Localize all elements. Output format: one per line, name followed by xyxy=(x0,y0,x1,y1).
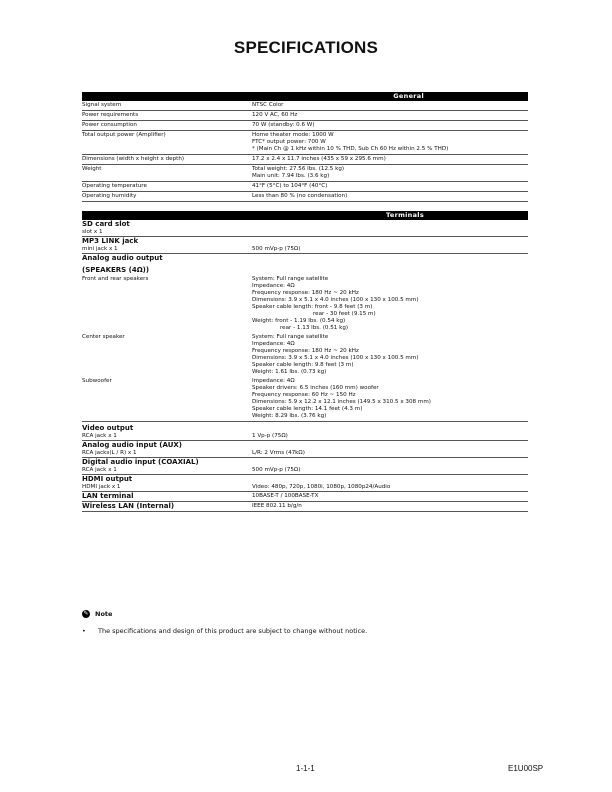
wlan-block xyxy=(82,502,528,512)
mp3-key: mini jack x 1 xyxy=(82,246,118,252)
general-row xyxy=(82,121,528,131)
general-row-value: NTSC Color xyxy=(252,102,284,108)
hdmi-value: Video: 480p, 720p, 1080i, 1080p, 1080p24/Audio xyxy=(252,484,391,490)
video-title: Video output xyxy=(82,424,134,432)
hdmi-key: HDMI jack x 1 xyxy=(82,484,121,490)
lan-value: 10BASE-T / 100BASE-TX xyxy=(252,493,319,499)
wlan-value: IEEE 802.11 b/g/n xyxy=(252,503,302,509)
aux-title: Analog audio input (AUX) xyxy=(82,441,182,449)
mp3-block xyxy=(82,237,528,254)
general-row-key: Operating humidity xyxy=(82,193,137,199)
front-rear-key: Front and rear speakers xyxy=(82,276,149,282)
video-value: 1 Vp-p (75Ω) xyxy=(252,433,288,439)
note-text: • The specifications and design of this product are subject to change without notice. xyxy=(82,627,368,635)
general-row xyxy=(82,111,528,121)
video-block xyxy=(82,424,528,441)
hdmi-title: HDMI output xyxy=(82,475,133,483)
front-rear-values: System: Full range satellite Impedance: 4Ω Frequency response: 180 Hz ~ 20 kHz Dimensions: 3.9 x 5.1 x 4.0 inches (100 x 130 x 100.5 mm) Speaker cable length: front - 9.8 feet (3 m) rear - 30 feet (9.15 m) Weight: front - 1.19 lbs. (0.54 kg) rear - 1.13 lbs. (0.51 kg) xyxy=(252,276,419,331)
coax-key: RCA jack x 1 xyxy=(82,467,117,473)
spec-table xyxy=(82,92,528,512)
note-icon: ✎ xyxy=(83,610,89,617)
hdmi-block xyxy=(82,475,528,492)
document-code: E1U00SP xyxy=(508,764,544,773)
center-key: Center speaker xyxy=(82,334,125,340)
general-row-key: Power consumption xyxy=(82,122,137,128)
speakers-title: (SPEAKERS (4Ω)) xyxy=(82,266,150,274)
coax-title: Digital audio input (COAXIAL) xyxy=(82,458,199,466)
general-row-key: Power requirements xyxy=(82,112,139,118)
general-row xyxy=(82,101,528,111)
mp3-value: 500 mVp-p (75Ω) xyxy=(252,246,301,252)
general-row-key: Operating temperature xyxy=(82,183,147,189)
page-title: SPECIFICATIONS xyxy=(233,38,379,57)
general-row xyxy=(82,131,528,155)
video-key: RCA jack x 1 xyxy=(82,433,117,439)
general-row xyxy=(82,182,528,192)
general-row xyxy=(82,192,528,202)
section-header-terminals: Terminals xyxy=(82,211,528,220)
general-row-value: Total weight: 27.56 lbs. (12.5 kg) Main unit: 7.94 lbs. (3.6 kg) xyxy=(252,166,345,179)
general-row-value: 120 V AC, 60 Hz xyxy=(252,112,298,118)
subwoofer-values: Impedance: 4Ω Speaker drivers: 6.5 inches (160 mm) woofer Frequency response: 60 Hz ~ 150 Hz Dimensions: 5.9 x 12.2 x 12.1 inches (149.5 x 310.5 x 308 mm) Speaker cable length: 14.1 feet (4.3 m) Weight: 8.29 lbs. (3.76 kg) xyxy=(252,378,431,419)
analog-output-block xyxy=(82,254,528,422)
lan-block xyxy=(82,492,528,502)
aux-value: L/R: 2 Vrms (47kΩ) xyxy=(252,450,305,456)
sd-card-block xyxy=(82,220,528,237)
general-row xyxy=(82,155,528,165)
general-row xyxy=(82,165,528,182)
page-number: 1-1-1 xyxy=(296,764,315,773)
wlan-title: Wireless LAN (Internal) xyxy=(82,502,175,510)
mp3-title: MP3 LINK jack xyxy=(82,237,139,245)
note-label: Note xyxy=(95,610,113,618)
sd-card-key: slot x 1 xyxy=(82,229,103,235)
analog-output-title: Analog audio output xyxy=(82,254,163,262)
note-heading xyxy=(82,610,112,618)
general-row-value: 41°F (5°C) to 104°F (40°C) xyxy=(252,183,328,189)
general-row-value: 17.2 x 2.4 x 11.7 inches (435 x 59 x 295.6 mm) xyxy=(252,156,386,162)
coax-block xyxy=(82,458,528,475)
aux-block xyxy=(82,441,528,458)
general-row-value: 70 W (standby: 0.6 W) xyxy=(252,122,315,128)
section-header-general: General xyxy=(82,92,528,101)
coax-value: 500 mVp-p (75Ω) xyxy=(252,467,301,473)
general-row-key: Total output power (Amplifier) xyxy=(82,132,166,138)
subwoofer-key: Subwoofer xyxy=(82,378,112,384)
bullet-icon: • xyxy=(82,627,86,635)
general-row-key: Weight xyxy=(82,166,102,172)
lan-title: LAN terminal xyxy=(82,492,134,500)
center-values: System: Full range satellite Impedance: 4Ω Frequency response: 180 Hz ~ 20 kHz Dimensions: 3.9 x 5.1 x 4.0 inches (100 x 130 x 100.5 mm) Speaker cable length: 9.8 feet (3 m) Weight: 1.61 lbs. (0.73 kg) xyxy=(252,334,419,375)
sd-card-title: SD card slot xyxy=(82,220,130,228)
aux-key: RCA jacks(L / R) x 1 xyxy=(82,450,137,456)
general-row-value: Home theater mode: 1000 W FTC* output power: 700 W * (Main Ch @ 1 kHz within 10 % THD, Sub Ch 60 Hz within 2.5 % THD) xyxy=(252,132,449,152)
general-row-value: Less than 80 % (no condensation) xyxy=(252,193,348,199)
general-row-key: Signal system xyxy=(82,102,122,108)
general-rows xyxy=(82,101,528,202)
general-row-key: Dimensions (width x height x depth) xyxy=(82,156,185,162)
